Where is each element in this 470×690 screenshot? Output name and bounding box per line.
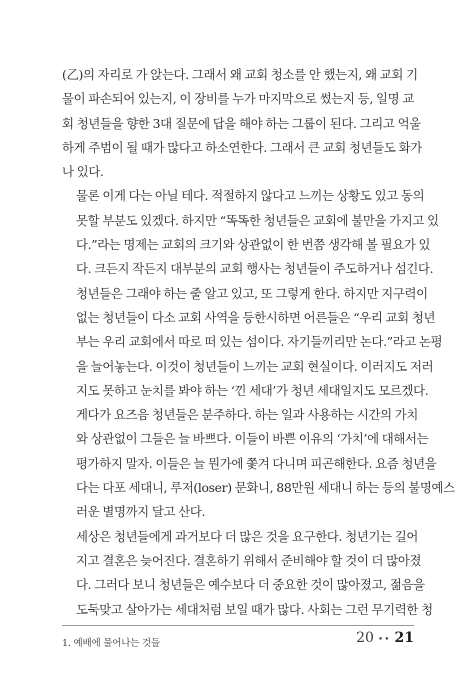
text-line: 없는 청년들이 다소 교회 사역을 등한시하면 어른들은 “우리 교회 청년	[76, 309, 436, 325]
text-line: 다는 다포 세대니, 루저(loser) 문화니, 88만원 세대니 하는 등의 불명예스	[76, 480, 455, 496]
chapter-title: 1. 예배에 물어나는 것들	[62, 638, 160, 649]
text-line: 지도 못하고 눈치를 봐야 하는 ‘낀 세대’가 청년 세대일지도 모르겠다.	[76, 382, 429, 398]
body-text	[62, 63, 455, 622]
text-line: 세상은 청년들에게 과거보다 더 많은 것을 요구한다. 청년기는 길어	[76, 528, 419, 544]
text-line: 하게 주범이 될 때가 많다고 하소연한다. 그래서 큰 교회 청년들도 화가	[62, 139, 422, 155]
text-line: 와 상관없이 그들은 늘 바쁘다. 이들이 바쁜 이유의 ‘가치’에 대해서는	[76, 431, 429, 447]
text-line: 부는 우리 교회에서 따로 떠 있는 섬이다. 자기들끼리만 논다.”라고 논평	[76, 334, 443, 350]
text-line: 나 있다.	[62, 164, 104, 180]
text-line: 다.”라는 명제는 교회의 크기와 상관없이 한 번쯤 생각해 볼 필요가 있	[76, 237, 431, 253]
text-line: 물이 파손되어 있는지, 이 장비를 누가 마지막으로 썼는지 등, 일명 교	[62, 91, 414, 107]
text-line: 을 늘어놓는다. 이것이 청년들이 느끼는 교회 현실이다. 이러지도 저러	[76, 358, 434, 374]
paragraph	[62, 184, 443, 403]
page-numbers	[356, 630, 414, 646]
text-line: (乙)의 자리로 가 앉는다. 그래서 왜 교회 청소를 안 했는지, 왜 교회 기	[62, 67, 418, 82]
text-line: 평가하지 말자. 이들은 늘 뭔가에 쫓겨 다니며 피곤해한다. 요즘 청년을	[76, 455, 437, 471]
page-footer	[62, 625, 414, 649]
paragraph	[62, 525, 433, 622]
page-number-left: 20	[356, 630, 374, 646]
text-line: 다. 그러다 보니 청년들은 예수보다 더 중요한 것이 많아졌고, 젊음을	[76, 577, 425, 593]
text-line: 러운 별명까지 달고 산다.	[76, 504, 206, 520]
text-line: 도둑맞고 살아가는 세대처럼 보일 때가 많다. 사회는 그런 무기력한 청	[76, 601, 433, 617]
text-line: 청년들은 그래야 하는 줄 알고 있고, 또 그렇게 한다. 하지만 지구력이	[76, 285, 428, 301]
paragraph	[62, 63, 422, 184]
text-line: 회 청년들을 향한 3대 질문에 답을 해야 하는 그룹이 된다. 그리고 억울	[62, 115, 421, 131]
text-line: 다. 크든지 작든지 대부분의 교회 행사는 청년들이 주도하거나 섬긴다.	[76, 261, 434, 277]
page-number-right: 21	[394, 630, 414, 646]
text-line: 못할 부분도 있겠다. 하지만 “똑똑한 청년들은 교회에 불만을 가지고 있	[76, 212, 439, 228]
text-line: 게다가 요즈음 청년들은 분주하다. 하는 일과 사용하는 시간의 가치	[76, 407, 419, 423]
text-line: 물론 이게 다는 아닐 테다. 적절하지 않다고 느끼는 상황도 있고 동의	[76, 188, 425, 204]
text-line: 지고 결혼은 늦어진다. 결혼하기 위해서 준비해야 할 것이 더 많아졌	[76, 552, 422, 568]
paragraph	[62, 403, 455, 524]
page-number-separator: ••	[377, 635, 391, 645]
